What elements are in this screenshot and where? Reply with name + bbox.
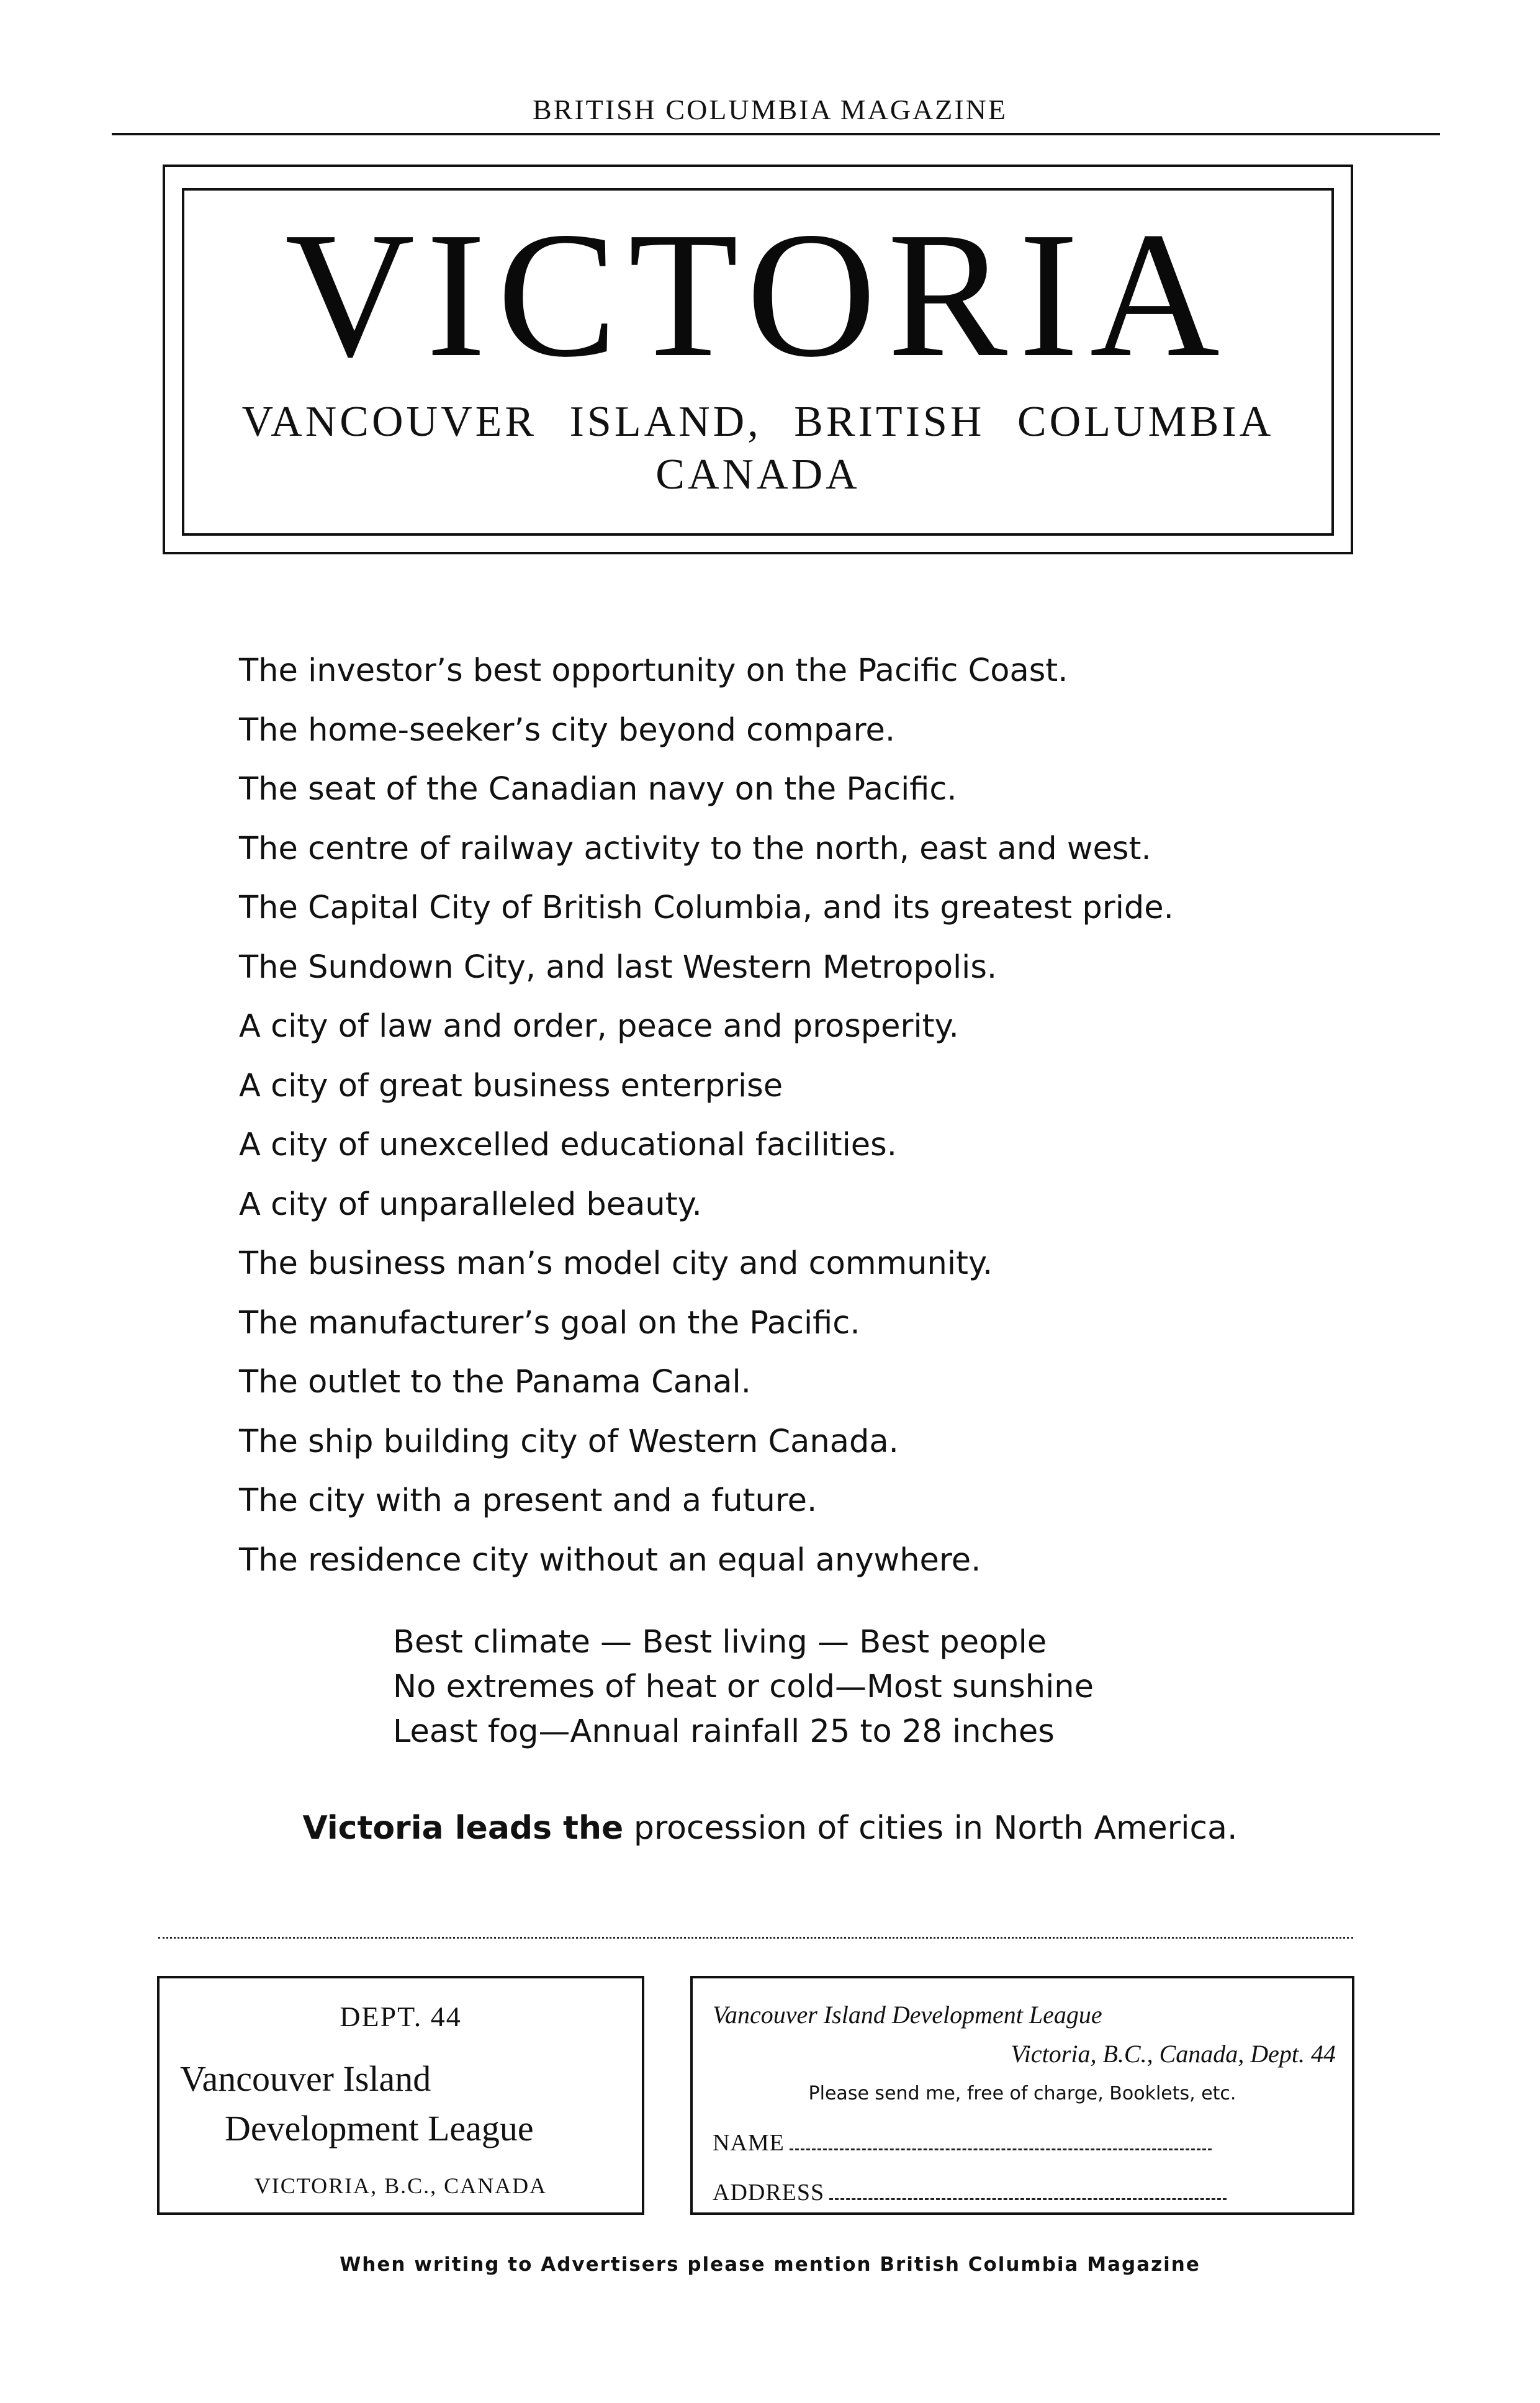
page-title: VICTORIA <box>284 195 1232 394</box>
header-rule <box>112 133 1440 135</box>
climate-line: No extremes of heat or cold—Most sunshine <box>393 1669 1094 1705</box>
claim-item: A city of law and order, peace and prosperity. <box>239 1008 959 1045</box>
claim-item: The seat of the Canadian navy on the Pacific. <box>239 771 957 808</box>
leads-statement <box>0 1810 1540 1847</box>
claim-item: The outlet to the Panama Canal. <box>239 1364 751 1400</box>
league-name-line1: Vancouver Island <box>180 2058 431 2099</box>
claim-item: The ship building city of Western Canada. <box>239 1423 899 1460</box>
title-subtitle: VANCOUVER ISLAND, BRITISH COLUMBIA <box>241 398 1274 446</box>
address-blank-line[interactable] <box>829 2198 1227 2200</box>
claim-item: The Sundown City, and last Western Metropolis. <box>239 949 997 986</box>
claims-list <box>239 641 1356 1590</box>
name-blank-line[interactable] <box>790 2148 1212 2150</box>
claim-item: A city of unparalleled beauty. <box>239 1186 702 1223</box>
claim-item: The manufacturer’s goal on the Pacific. <box>239 1304 860 1341</box>
claim-item: A city of unexcelled educational facilities. <box>239 1127 897 1163</box>
claim-item: The home-seeker’s city beyond compare. <box>239 711 896 749</box>
claim-item: A city of great business enterprise <box>239 1067 783 1104</box>
form-addressee: Vancouver Island Development League <box>713 2001 1102 2029</box>
address-field[interactable] <box>713 2179 1227 2206</box>
footer-note: When writing to Advertisers please mention British Columbia Magazine <box>340 2253 1200 2276</box>
dotted-divider <box>158 1937 1353 1939</box>
form-request: Please send me, free of charge, Booklets, etc. <box>808 2083 1236 2104</box>
leads-strong: Victoria leads the <box>302 1810 624 1847</box>
climate-block <box>393 1620 1324 1754</box>
title-country: CANADA <box>655 451 860 498</box>
climate-line: Best climate — Best living — Best people <box>393 1624 1047 1661</box>
claim-item: The business man’s model city and community. <box>239 1245 993 1282</box>
claim-item: The centre of railway activity to the north, east and west. <box>239 830 1151 867</box>
league-place: VICTORIA, B.C., CANADA <box>254 2173 547 2198</box>
claim-item: The residence city without an equal anywhere. <box>239 1541 981 1579</box>
address-label: ADDRESS <box>713 2180 825 2206</box>
leads-rest: procession of cities in North America. <box>623 1810 1238 1847</box>
name-field[interactable] <box>713 2129 1212 2157</box>
league-name-line2: Development League <box>225 2108 534 2148</box>
dept-label: DEPT. 44 <box>340 2001 462 2032</box>
running-head: BRITISH COLUMBIA MAGAZINE <box>533 94 1007 125</box>
form-city: Victoria, B.C., Canada, Dept. 44 <box>1011 2040 1336 2068</box>
claim-item: The investor’s best opportunity on the Pacific Coast. <box>239 652 1068 689</box>
claim-item: The city with a present and a future. <box>239 1482 817 1519</box>
climate-line: Least fog—Annual rainfall 25 to 28 inches <box>393 1713 1055 1750</box>
claim-item: The Capital City of British Columbia, and its greatest pride. <box>239 890 1174 926</box>
name-label: NAME <box>713 2130 785 2156</box>
